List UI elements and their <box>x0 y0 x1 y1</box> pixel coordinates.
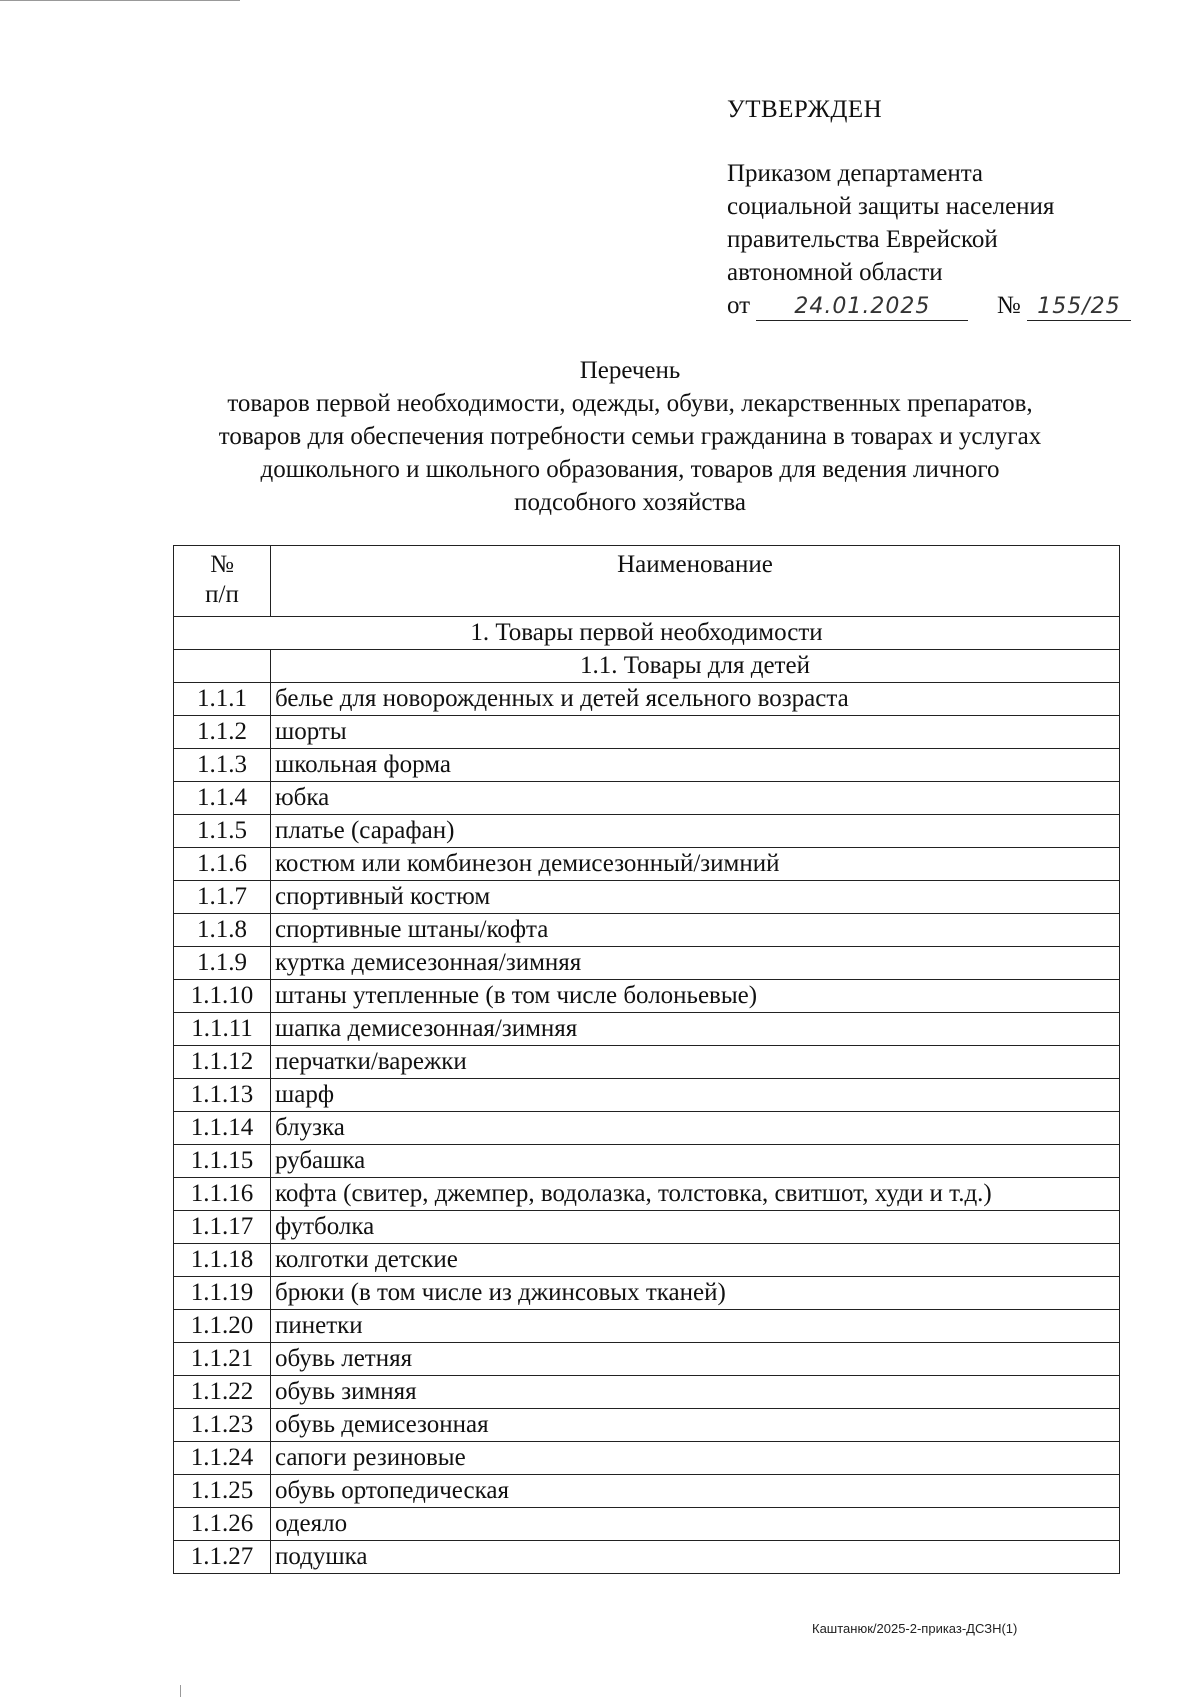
table-row <box>174 1508 1120 1541</box>
item-name: брюки (в том числе из джинсовых тканей) <box>271 1277 1120 1310</box>
item-number: 1.1.20 <box>174 1310 271 1343</box>
goods-table <box>173 545 1120 1574</box>
item-name: шорты <box>271 716 1120 749</box>
table-header-row <box>174 546 1120 617</box>
item-name: штаны утепленные (в том числе болоньевые) <box>271 980 1120 1013</box>
order-date-handwritten: 24.01.2025 <box>756 294 968 321</box>
item-number: 1.1.23 <box>174 1409 271 1442</box>
item-number: 1.1.27 <box>174 1541 271 1574</box>
header-num-pp: п/п <box>205 581 239 608</box>
item-number: 1.1.11 <box>174 1013 271 1046</box>
table-row <box>174 1277 1120 1310</box>
table-row <box>174 1409 1120 1442</box>
item-number: 1.1.19 <box>174 1277 271 1310</box>
item-number: 1.1.13 <box>174 1079 271 1112</box>
item-name: костюм или комбинезон демисезонный/зимний <box>271 848 1120 881</box>
table-row <box>174 716 1120 749</box>
header-name-cell: Наименование <box>271 546 1120 617</box>
item-name: обувь зимняя <box>271 1376 1120 1409</box>
table-row <box>174 749 1120 782</box>
table-row <box>174 1475 1120 1508</box>
item-number: 1.1.1 <box>174 683 271 716</box>
order-line: социальной защиты населения <box>727 193 1055 220</box>
item-number: 1.1.14 <box>174 1112 271 1145</box>
item-name: колготки детские <box>271 1244 1120 1277</box>
item-name: спортивные штаны/кофта <box>271 914 1120 947</box>
item-number: 1.1.12 <box>174 1046 271 1079</box>
title-line: товаров для обеспечения потребности семьи гражданина в товарах и услугах <box>218 423 1042 450</box>
item-name: обувь летняя <box>271 1343 1120 1376</box>
table-row <box>174 1310 1120 1343</box>
item-name: куртка демисезонная/зимняя <box>271 947 1120 980</box>
table-row <box>174 683 1120 716</box>
item-number: 1.1.15 <box>174 1145 271 1178</box>
table-row <box>174 1211 1120 1244</box>
section-row <box>174 617 1120 650</box>
table-row <box>174 848 1120 881</box>
item-name: футболка <box>271 1211 1120 1244</box>
item-name: белье для новорожденных и детей ясельного возраста <box>271 683 1120 716</box>
item-name: пинетки <box>271 1310 1120 1343</box>
item-name: платье (сарафан) <box>271 815 1120 848</box>
item-number: 1.1.25 <box>174 1475 271 1508</box>
order-line: Приказом департамента <box>727 160 984 187</box>
order-line: правительства Еврейской <box>727 226 998 253</box>
date-prefix: от <box>727 292 751 319</box>
table-row <box>174 1442 1120 1475</box>
item-name: одеяло <box>271 1508 1120 1541</box>
table-row <box>174 1244 1120 1277</box>
item-number: 1.1.21 <box>174 1343 271 1376</box>
item-number: 1.1.9 <box>174 947 271 980</box>
order-date-number-row <box>727 289 1157 322</box>
title-line: дошкольного и школьного образования, товаров для ведения личного <box>260 456 1000 483</box>
subsection-row <box>174 650 1120 683</box>
item-name: рубашка <box>271 1145 1120 1178</box>
table-row <box>174 1145 1120 1178</box>
item-name: спортивный костюм <box>271 881 1120 914</box>
item-name: перчатки/варежки <box>271 1046 1120 1079</box>
item-name: блузка <box>271 1112 1120 1145</box>
table-row <box>174 1343 1120 1376</box>
table-row <box>174 947 1120 980</box>
item-name: шапка демисезонная/зимняя <box>271 1013 1120 1046</box>
subsection-title: 1.1. Товары для детей <box>271 650 1120 683</box>
subsection-num-cell <box>174 650 271 683</box>
item-number: 1.1.3 <box>174 749 271 782</box>
item-name: кофта (свитер, джемпер, водолазка, толстовка, свитшот, худи и т.д.) <box>271 1178 1120 1211</box>
document-title <box>150 354 1110 519</box>
table-row <box>174 1178 1120 1211</box>
table-row <box>174 1046 1120 1079</box>
header-num-symbol: № <box>210 551 234 578</box>
item-number: 1.1.4 <box>174 782 271 815</box>
item-name: юбка <box>271 782 1120 815</box>
number-prefix: № <box>996 292 1021 319</box>
file-reference: Каштанюк/2025-2-приказ-ДСЗН(1) <box>812 1621 1018 1636</box>
title-line: товаров первой необходимости, одежды, обуви, лекарственных препаратов, <box>227 390 1033 417</box>
order-line: автономной области <box>727 259 943 286</box>
item-name: сапоги резиновые <box>271 1442 1120 1475</box>
item-number: 1.1.7 <box>174 881 271 914</box>
item-number: 1.1.24 <box>174 1442 271 1475</box>
section-title: 1. Товары первой необходимости <box>174 617 1120 650</box>
approval-block <box>727 93 1157 322</box>
table-row <box>174 782 1120 815</box>
header-num-cell <box>174 546 271 617</box>
item-number: 1.1.6 <box>174 848 271 881</box>
item-number: 1.1.2 <box>174 716 271 749</box>
item-number: 1.1.8 <box>174 914 271 947</box>
table-row <box>174 1013 1120 1046</box>
table-row <box>174 1541 1120 1574</box>
item-number: 1.1.18 <box>174 1244 271 1277</box>
scan-artifact-bottom <box>180 1685 181 1697</box>
table-row <box>174 980 1120 1013</box>
order-number-handwritten: 155/25 <box>1027 294 1131 321</box>
item-number: 1.1.10 <box>174 980 271 1013</box>
item-number: 1.1.5 <box>174 815 271 848</box>
item-name: шарф <box>271 1079 1120 1112</box>
item-name: школьная форма <box>271 749 1120 782</box>
table-row <box>174 1376 1120 1409</box>
item-number: 1.1.26 <box>174 1508 271 1541</box>
title-line: подсобного хозяйства <box>514 489 746 516</box>
table-row <box>174 881 1120 914</box>
title-heading: Перечень <box>579 357 681 384</box>
item-name: обувь ортопедическая <box>271 1475 1120 1508</box>
table-row <box>174 815 1120 848</box>
item-number: 1.1.17 <box>174 1211 271 1244</box>
scan-artifact-top <box>0 0 240 1</box>
approval-order-lines <box>727 157 1157 289</box>
item-name: обувь демисезонная <box>271 1409 1120 1442</box>
item-number: 1.1.16 <box>174 1178 271 1211</box>
approval-stamp: УТВЕРЖДЕН <box>727 96 883 123</box>
table-row <box>174 914 1120 947</box>
item-name: подушка <box>271 1541 1120 1574</box>
table-row <box>174 1112 1120 1145</box>
item-number: 1.1.22 <box>174 1376 271 1409</box>
table-row <box>174 1079 1120 1112</box>
